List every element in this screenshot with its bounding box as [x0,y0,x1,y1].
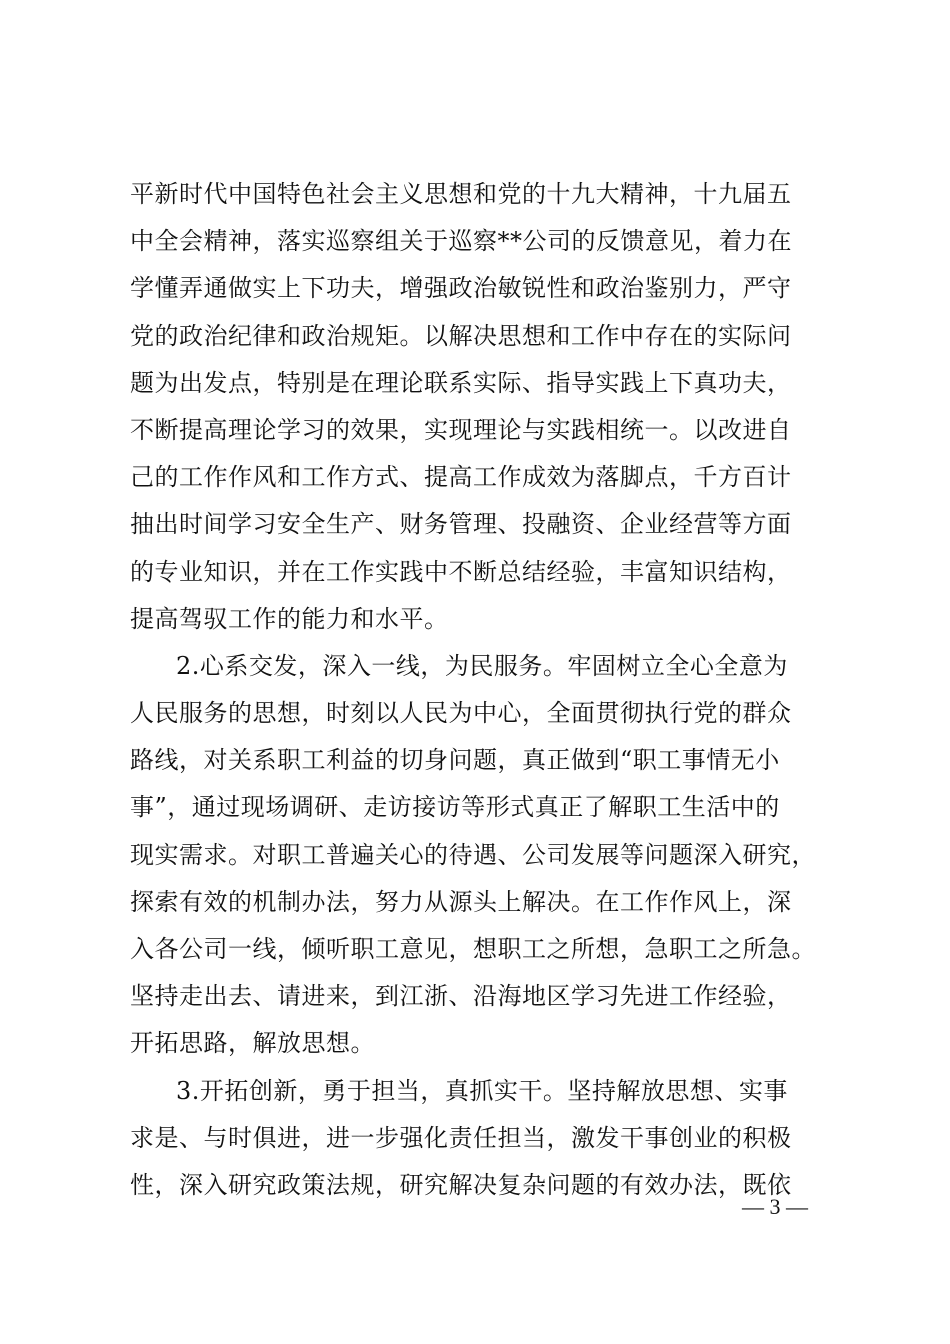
text-line: 中全会精神，落实巡察组关于巡察**公司的反馈意见，着力在 [130,227,792,256]
body-text [130,171,830,1209]
text-line: 提高驾驭工作的能力和水平。 [130,604,449,633]
page-number: — 3 — [742,1194,808,1219]
text-line: 路线，对关系职工利益的切身问题，真正做到“职工事情无小 [130,746,780,775]
text-line: 抽出时间学习安全生产、财务管理、投融资、企业经营等方面 [130,510,792,539]
paragraph-3-heading-line: 3.开拓创新，勇于担当，真抓实干。坚持解放思想、实事 [176,1076,788,1105]
text-line: 现实需求。对职工普遍关心的待遇、公司发展等问题深入研究， [130,840,816,869]
text-line: 党的政治纪律和政治规矩。以解决思想和工作中存在的实际问 [130,321,792,350]
text-line: 己的工作作风和工作方式、提高工作成效为落脚点，千方百计 [130,463,792,492]
text-line: 探索有效的机制办法，努力从源头上解决。在工作作风上，深 [130,887,792,916]
text-line: 不断提高理论学习的效果，实现理论与实践相统一。以改进自 [130,415,792,444]
text-line: 题为出发点，特别是在理论联系实际、指导实践上下真功夫， [130,368,792,397]
text-line: 平新时代中国特色社会主义思想和党的十九大精神，十九届五 [130,180,792,208]
text-line: 开拓思路，解放思想。 [130,1029,375,1058]
paragraph-2-heading-line: 2.心系交发，深入一线，为民服务。牢固树立全心全意为 [176,651,788,680]
text-line: 事”，通过现场调研、走访接访等形式真正了解职工生活中的 [130,793,780,822]
text-line: 求是、与时俱进，进一步强化责任担当，激发干事创业的积极 [130,1123,792,1152]
text-line: 的专业知识，并在工作实践中不断总结经验，丰富知识结构， [130,557,792,586]
text-line: 学懂弄通做实上下功夫，增强政治敏锐性和政治鉴别力，严守 [130,274,792,303]
text-line: 性，深入研究政策法规，研究解决复杂问题的有效办法，既依 [130,1170,792,1199]
text-line: 人民服务的思想，时刻以人民为中心，全面贯彻执行党的群众 [130,699,792,728]
text-line: 入各公司一线，倾听职工意见，想职工之所想，急职工之所急。 [130,935,816,963]
text-line: 坚持走出去、请进来，到江浙、沿海地区学习先进工作经验， [130,982,792,1011]
